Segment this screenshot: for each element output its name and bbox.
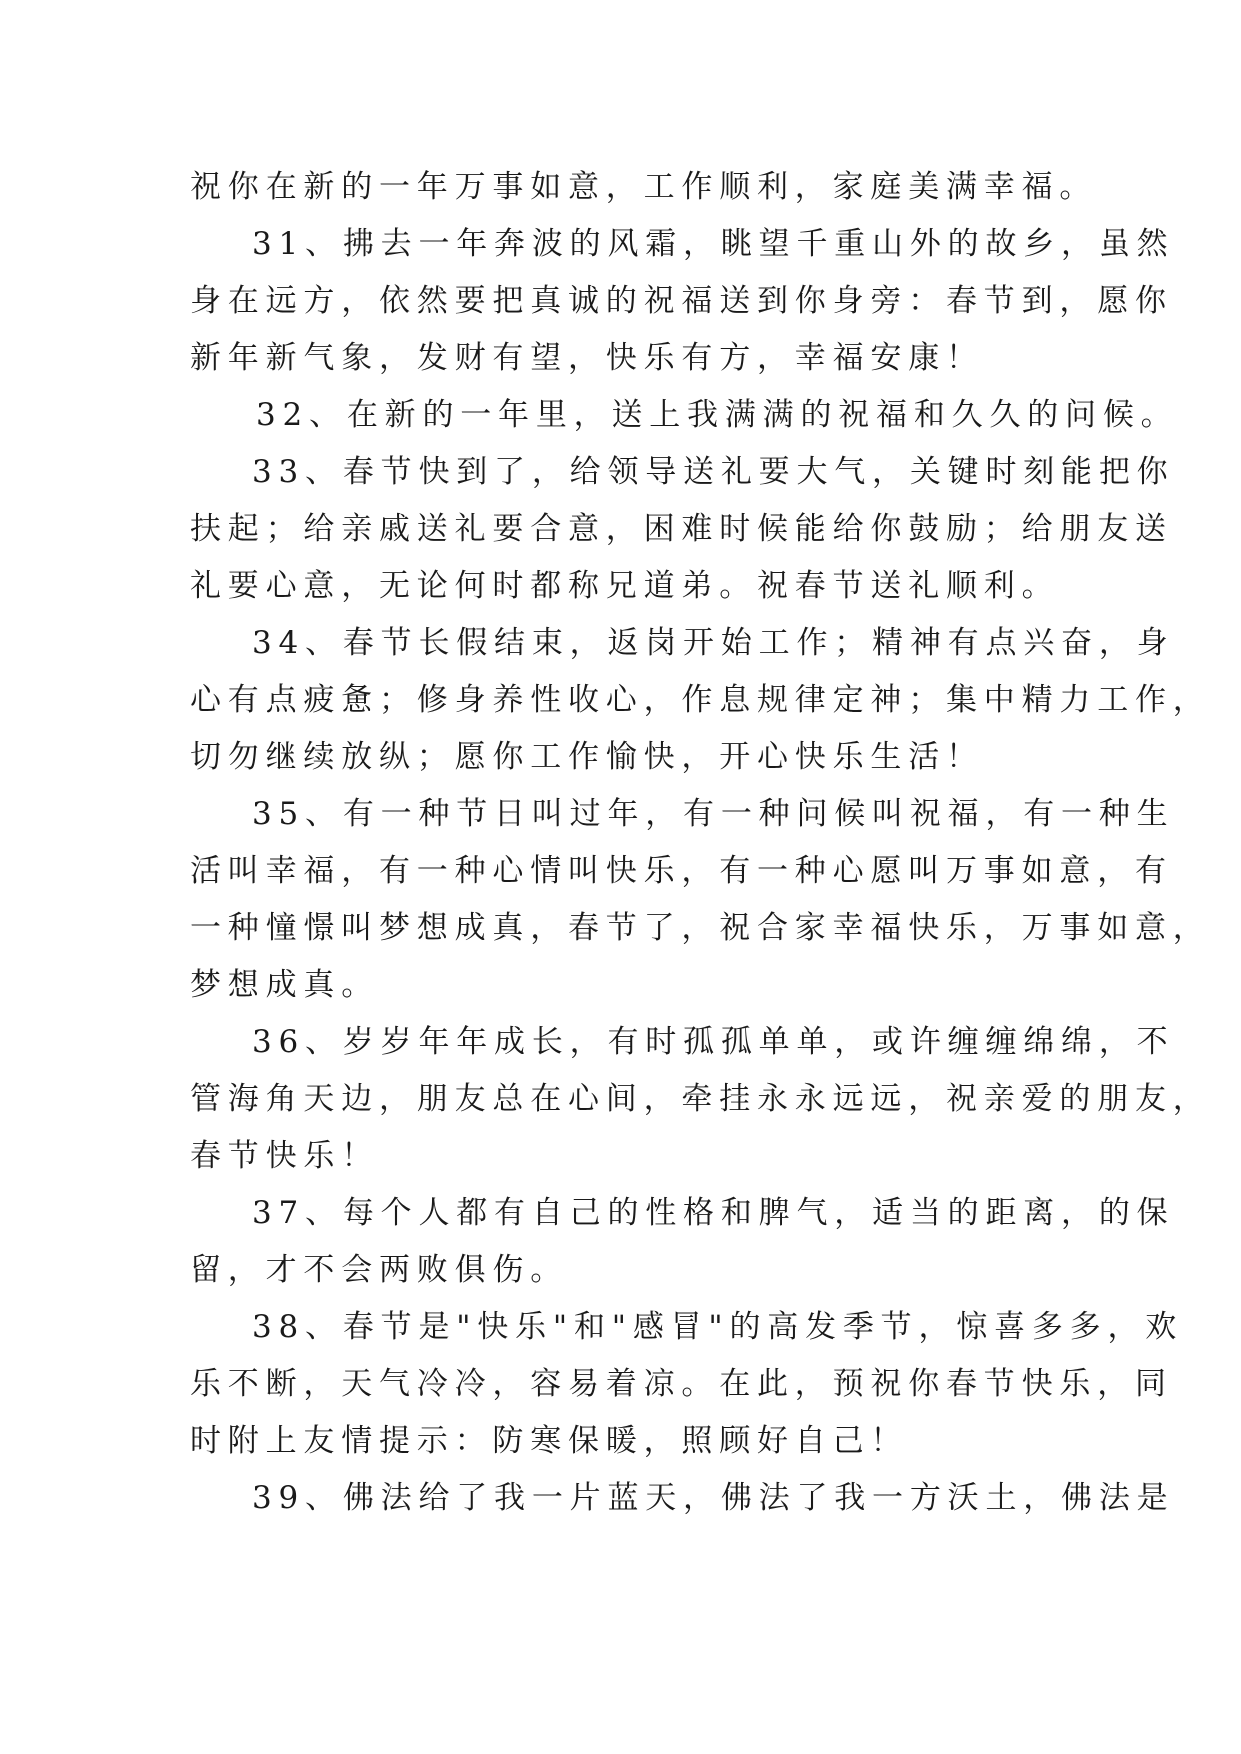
text-line: 新年新气象，发财有望，快乐有方，幸福安康！: [190, 340, 984, 376]
text-line: 礼要心意，无论何时都称兄道弟。祝春节送礼顺利。: [190, 568, 1060, 604]
text-line: 管海角天边，朋友总在心间，牵挂永永远远，祝亲爱的朋友，: [190, 1081, 1211, 1117]
text-line: 梦想成真。: [190, 967, 379, 1003]
text-line: 37、每个人都有自己的性格和脾气，适当的距离，的保: [252, 1195, 1175, 1231]
text-line: 36、岁岁年年成长，有时孤孤单单，或许缠缠绵绵，不: [252, 1024, 1175, 1060]
text-line: 39、佛法给了我一片蓝天，佛法了我一方沃土，佛法是: [252, 1480, 1175, 1516]
text-line: 活叫幸福，有一种心情叫快乐，有一种心愿叫万事如意，有: [190, 853, 1173, 889]
text-line: 32、在新的一年里，送上我满满的祝福和久久的问候。: [256, 397, 1179, 433]
text-line: 身在远方，依然要把真诚的祝福送到你身旁：春节到，愿你: [190, 283, 1173, 319]
text-line: 35、有一种节日叫过年，有一种问候叫祝福，有一种生: [252, 796, 1175, 832]
text-line: 38、春节是"快乐"和"感冒"的高发季节，惊喜多多，欢: [252, 1309, 1184, 1345]
text-line: 34、春节长假结束，返岗开始工作；精神有点兴奋，身: [252, 625, 1175, 661]
text-line: 33、春节快到了，给领导送礼要大气，关键时刻能把你: [252, 454, 1175, 490]
text-line: 春节快乐！: [190, 1138, 379, 1174]
text-line: 祝你在新的一年万事如意，工作顺利，家庭美满幸福。: [190, 169, 1098, 205]
text-line: 留，才不会两败俱伤。: [190, 1252, 568, 1288]
text-line: 扶起；给亲戚送礼要合意，困难时候能给你鼓励；给朋友送: [190, 511, 1173, 547]
text-line: 心有点疲惫；修身养性收心，作息规律定神；集中精力工作，: [190, 682, 1211, 718]
text-line: 乐不断，天气冷冷，容易着凉。在此，预祝你春节快乐，同: [190, 1366, 1173, 1402]
text-line: 切勿继续放纵；愿你工作愉快，开心快乐生活！: [190, 739, 984, 775]
text-line: 一种憧憬叫梦想成真，春节了，祝合家幸福快乐，万事如意，: [190, 910, 1211, 946]
text-line: 时附上友情提示：防寒保暖，照顾好自己！: [190, 1423, 909, 1459]
text-line: 31、拂去一年奔波的风霜，眺望千重山外的故乡，虽然: [252, 226, 1175, 262]
